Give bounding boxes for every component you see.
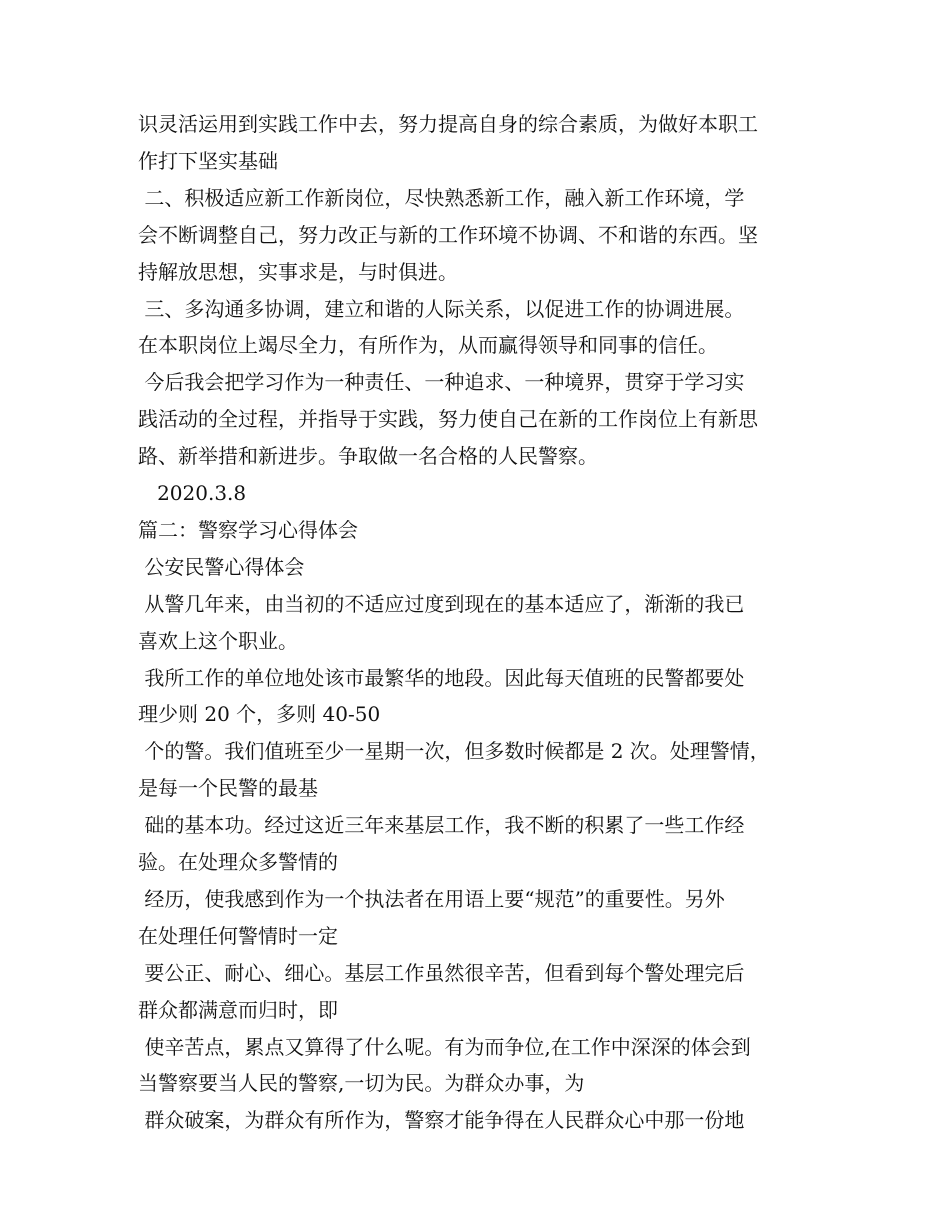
text-line: 喜欢上这个职业。 <box>138 628 298 653</box>
text-line: 我所工作的单位地处该市最繁华的地段。因此每天值班的民警都要处 <box>138 665 745 690</box>
sub-heading: 公安民警心得体会 <box>138 554 305 579</box>
text-line: 三、多沟通多协调，建立和谐的人际关系，以促进工作的协调进展。 <box>138 296 745 321</box>
text-line: 识灵活运用到实践工作中去，努力提高自身的综合素质，为做好本职工 <box>138 112 758 136</box>
text-line: 个的警。我们值班至少一星期一次，但多数时候都是 2 次。处理警情， <box>138 739 770 764</box>
text-line: 会不断调整自己，努力改正与新的工作环境不协调、不和谐的东西。坚 <box>138 222 758 247</box>
date-line: 2020.3.8 <box>138 481 247 505</box>
text-line: 持解放思想，实事求是，与时俱进。 <box>138 259 458 284</box>
text-line: 础的基本功。经过这近三年来基层工作，我不断的积累了一些工作经 <box>138 813 745 838</box>
text-line: 当警察要当人民的警察,一切为民。为群众办事，为 <box>138 1071 585 1096</box>
text-line: 作打下坚实基础 <box>138 148 278 173</box>
text-line: 二、积极适应新工作新岗位，尽快熟悉新工作，融入新工作环境，学 <box>138 185 745 210</box>
text-line: 群众都满意而归时，即 <box>138 997 338 1022</box>
text-line: 是每一个民警的最基 <box>138 776 318 801</box>
text-line: 经历，使我感到作为一个执法者在用语上要“规范”的重要性。另外 <box>138 886 725 911</box>
text-line: 验。在处理众多警情的 <box>138 850 338 874</box>
text-line: 在本职岗位上竭尽全力，有所作为，从而赢得领导和同事的信任。 <box>138 333 718 358</box>
text-line: 今后我会把学习作为一种责任、一种追求、一种境界，贯穿于学习实 <box>138 370 745 395</box>
text-line: 从警几年来，由当初的不适应过度到现在的基本适应了，渐渐的我已 <box>138 591 745 616</box>
text-line: 在处理任何警情时一定 <box>138 923 338 948</box>
text-line: 使辛苦点，累点又算得了什么呢。有为而争位,在工作中深深的体会到 <box>138 1034 751 1059</box>
text-line: 要公正、耐心、细心。基层工作虽然很辛苦，但看到每个警处理完后 <box>138 960 745 985</box>
text-line: 践活动的全过程，并指导于实践，努力使自己在新的工作岗位上有新思 <box>138 407 758 432</box>
section-heading: 篇二：警察学习心得体会 <box>138 517 358 542</box>
text-line: 群众破案，为群众有所作为，警察才能争得在人民群众心中那一份地 <box>138 1108 745 1133</box>
text-line: 路、新举措和新进步。争取做一名合格的人民警察。 <box>138 444 598 469</box>
text-line: 理少则 20 个，多则 40-50 <box>138 702 381 727</box>
